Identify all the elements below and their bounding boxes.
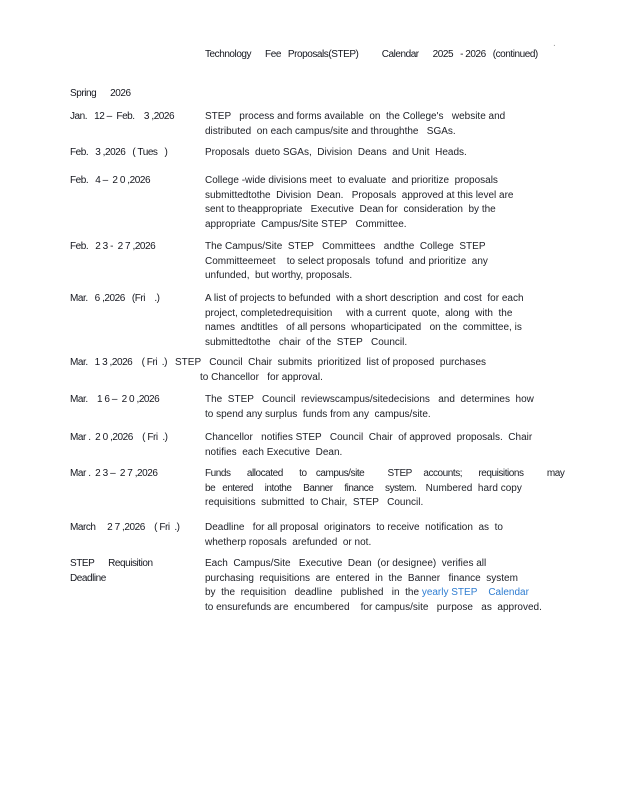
row-text-segment: be entered intothe Banner finance system. [205,482,426,494]
row-text-line: to spend any surplus funds from any campus/site. [205,408,431,420]
calendar-row-body [205,146,573,161]
row-text-line: appropriate Campus/Site STEP Committee. [205,218,407,230]
row-text-line: distributed on each campus/site and throughthe SGAs. [205,125,456,137]
season-heading: Spring 2026 [70,88,131,99]
row-date: Mar. 6 ,2026 (Fri .) [70,293,160,304]
row-text-line: Deadline for all proposal originators to receive notification as to [205,522,503,533]
calendar-row-body [205,292,573,350]
row-text-line [205,482,573,497]
calendar-row-body [205,240,573,284]
row-text-line: Funds allocated to campus/site STEP accounts; requisitions may [205,468,565,479]
row-date: Mar . 2 3 – 2 7 ,2026 [70,468,158,479]
row-text-line: Chancellor notifies STEP Council Chair of approved proposals. Chair [205,432,533,443]
row-text-line: submittedtothe chair of the STEP Council. [205,336,408,348]
page-title-text: Technology Fee Proposals(STEP) Calendar 2025 - 2026 (continued) [205,49,538,60]
row-date: Feb. 2 3 - 2 7 ,2026 [70,241,156,252]
row-text-line: Each Campus/Site Executive Dean (or designee) verifies all [205,558,487,569]
row-text-line: A list of projects to befunded with a short description and cost for each [205,293,524,304]
row-text-segment: by the requisition deadline published in the [205,587,422,598]
row-date: March 2 7 ,2026 ( Fri .) [70,522,180,533]
row-date: Jan. 12 – Feb. 3 ,2026 [70,111,175,122]
page-title [205,48,545,63]
row-text-line: project, completedrequisition with a current quote, along with the [205,307,513,319]
calendar-row-body [205,393,573,422]
row-text-line: The STEP Council reviewscampus/sitedecisions and determines how [205,394,534,405]
row-text-line: whetherp roposals arefunded or not. [205,536,372,548]
calendar-row-body [205,431,573,460]
row-text-line: names andtitles of all persons whoparticipated on the committee, is [205,322,522,333]
calendar-row-body [175,356,573,385]
calendar-row-body [205,174,573,232]
row-text-line [205,586,573,601]
calendar-row-body [205,110,573,139]
row-date: Mar . 2 0 ,2026 ( Fri .) [70,432,168,443]
row-date: Feb. 3 ,2026 ( Tues ) [70,147,168,158]
row-date: Feb. 4 – 2 0 ,2026 [70,175,151,186]
row-text-line: purchasing requisitions are entered in the Banner finance system [205,572,518,584]
row-text-line: sent to theappropriate Executive Dean for consideration by the [205,204,496,215]
row-text-line: requisitions submitted to Chair, STEP Council. [205,497,424,508]
row-text-line: notifies each Executive Dean. [205,446,343,458]
calendar-row-body [205,521,573,550]
row-text-line: submittedtothe Division Dean. Proposals approved at this level are [205,189,514,201]
row-date: Mar. 1 3 ,2026 ( Fri .) [70,357,167,368]
row-text-line: College -wide divisions meet to evaluate and prioritize proposals [205,175,498,186]
step-calendar-link[interactable]: yearly STEP Calendar [421,587,529,598]
row-text-segment: Numbered hard copy [425,482,522,494]
row-text-line: to Chancellor for approval. [200,371,323,383]
calendar-row-body [205,557,573,615]
row-text-line: STEP Council Chair submits prioritized list of proposed purchases [175,357,487,368]
row-text-line: Proposals dueto SGAs, Division Deans and Unit Heads. [205,147,467,158]
row-date: STEP Requisition Deadline [70,558,153,584]
row-text-line: STEP process and forms available on the College's website and [205,111,506,122]
calendar-row-body [205,467,573,511]
row-text-line: to ensurefunds are encumbered for campus/site purpose as approved. [205,601,542,613]
stray-period-mark: . [553,38,556,49]
row-date: Mar. 1 6 – 2 0 ,2026 [70,394,160,405]
row-text-line: Committeemeet to select proposals tofund and prioritize any [205,255,488,267]
row-text-line: unfunded, but worthy, proposals. [205,270,353,281]
row-text-line: The Campus/Site STEP Committees andthe College STEP [205,241,486,252]
